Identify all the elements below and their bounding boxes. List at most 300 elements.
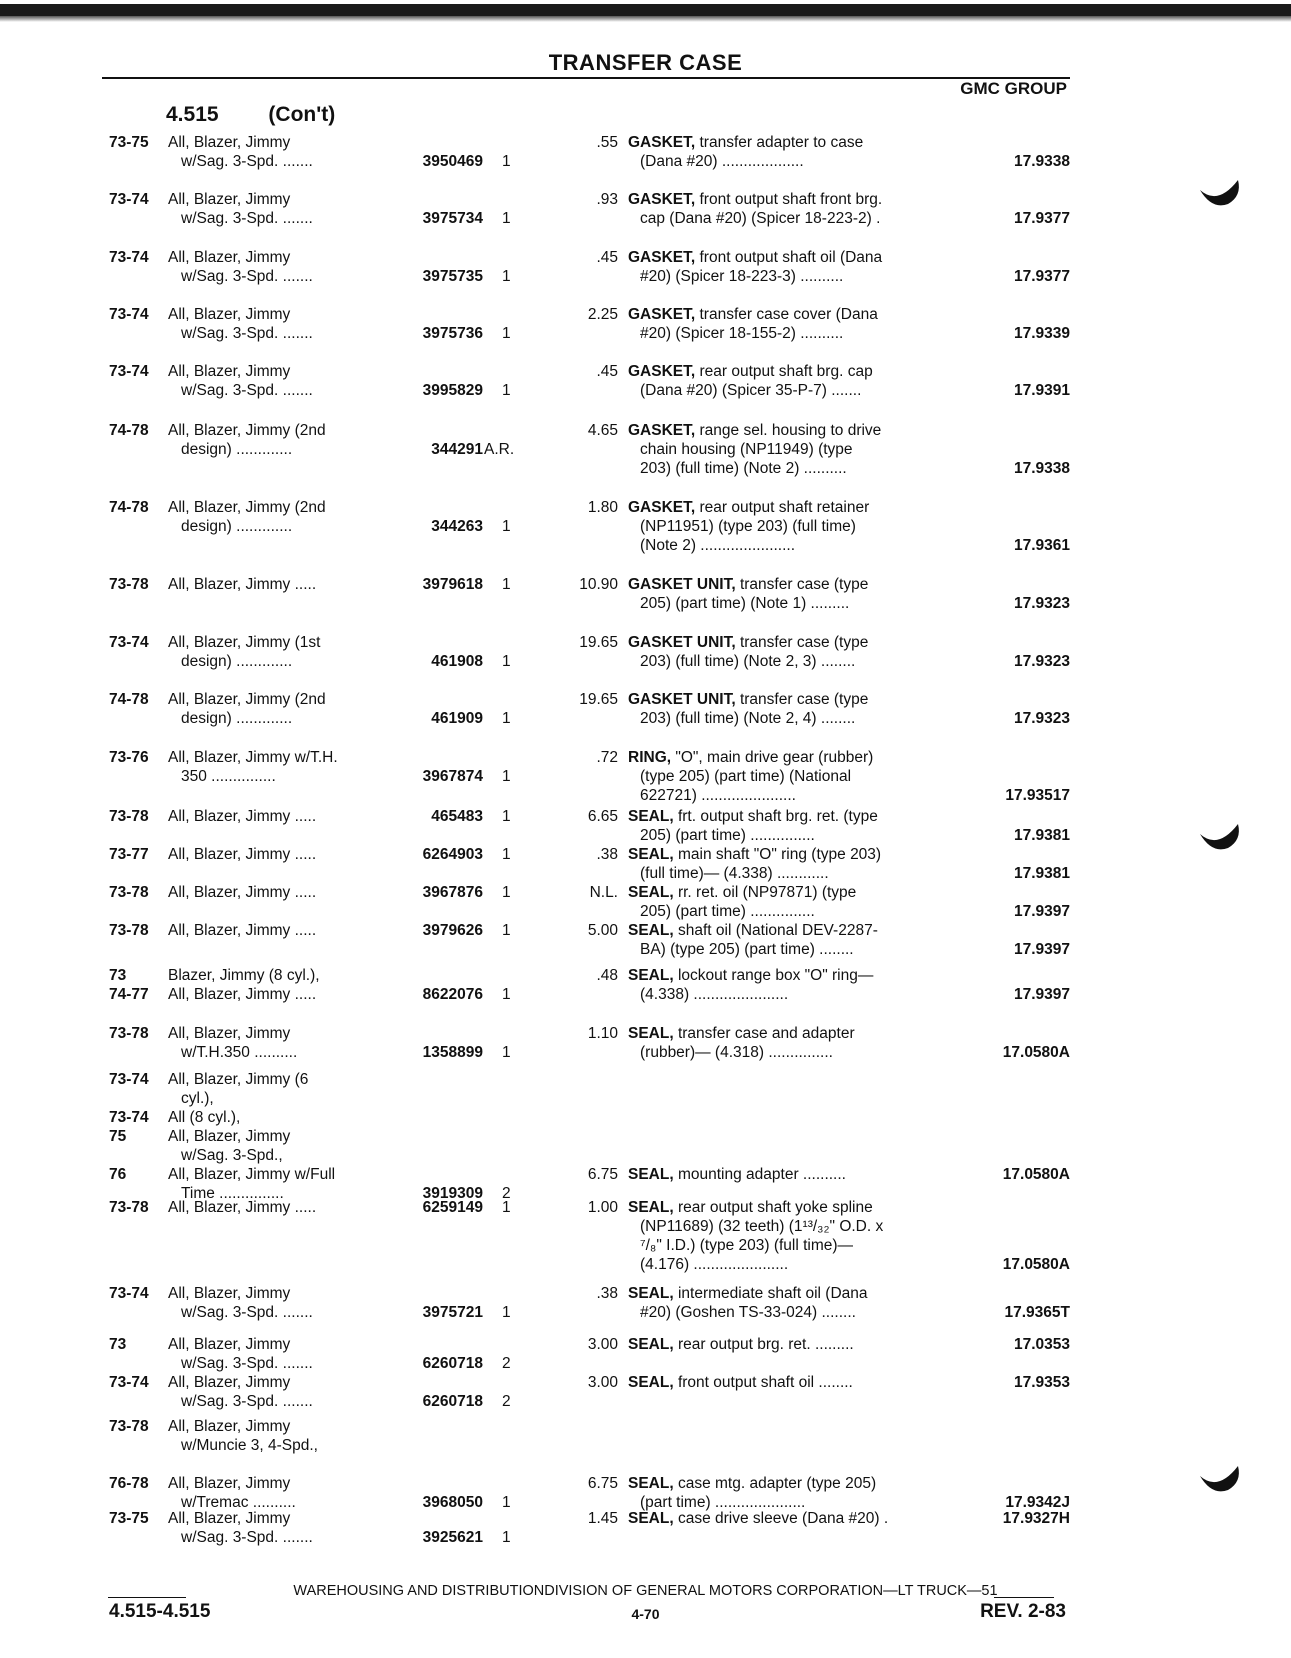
application-line: All, Blazer, Jimmy (2nd <box>168 422 326 439</box>
row-year: 74-78 <box>109 691 149 708</box>
unit-price: .45 <box>596 363 618 380</box>
description-line: front output shaft front brg. <box>699 191 883 208</box>
part-number: 465483 <box>431 808 483 825</box>
description-line: (Dana #20) (Spicer 35-P-7) ....... <box>640 382 862 399</box>
description-line: 205) (part time) (Note 1) ......... <box>640 595 850 612</box>
group-number: 17.9377 <box>1013 210 1070 227</box>
unit-price: .72 <box>596 749 618 766</box>
group-label: GMC GROUP <box>960 79 1067 98</box>
quantity: A.R. <box>484 441 515 458</box>
description-head: SEAL, <box>628 884 674 901</box>
application-line: All, Blazer, Jimmy ..... <box>168 808 317 825</box>
part-number: 3979618 <box>422 576 483 593</box>
part-number: 3975736 <box>422 325 483 342</box>
row-year <box>109 1089 167 1108</box>
row-year: 73 <box>109 967 127 984</box>
row-year: 73-78 <box>109 1199 149 1216</box>
group-number: 17.9361 <box>1013 537 1070 554</box>
group-number: 17.93517 <box>1005 787 1070 804</box>
row-application <box>168 248 383 286</box>
application-line: All, Blazer, Jimmy w/T.H. <box>168 749 338 766</box>
binder-hole-mark-icon <box>1198 1462 1244 1496</box>
part-number: 3967874 <box>422 768 483 785</box>
page-title: TRANSFER CASE <box>548 50 743 75</box>
binder-hole-mark-icon <box>1198 820 1244 854</box>
group-number: 17.0580A <box>1002 1256 1070 1273</box>
row-application <box>168 421 383 459</box>
row-years <box>109 190 167 209</box>
description-line: transfer case (type <box>739 576 869 593</box>
application-line: w/Sag. 3-Spd., <box>181 1147 283 1164</box>
row-application <box>168 1417 383 1512</box>
application-line: w/Sag. 3-Spd. ....... <box>181 268 313 285</box>
row-year: 73-74 <box>109 1109 149 1126</box>
part-description <box>628 748 948 805</box>
row-years <box>109 921 167 940</box>
row-years <box>109 883 167 902</box>
row-year: 73-78 <box>109 576 149 593</box>
part-number: 1358899 <box>422 1044 483 1061</box>
unit-price: 6.75 <box>587 1166 618 1183</box>
row-application <box>168 1024 383 1062</box>
description-line: rear output shaft brg. cap <box>699 363 873 380</box>
application-line: All, Blazer, Jimmy ..... <box>168 1199 317 1216</box>
application-line: All, Blazer, Jimmy w/Full <box>168 1166 336 1183</box>
application-line: All, Blazer, Jimmy ..... <box>168 576 317 593</box>
row-year: 73-74 <box>109 306 149 323</box>
description-line: (Note 2) ...................... <box>640 537 796 554</box>
application-line: Blazer, Jimmy (8 cyl.), <box>168 967 320 984</box>
row-year: 73-74 <box>109 1374 149 1391</box>
application-line: w/Sag. 3-Spd. ....... <box>181 1355 313 1372</box>
application-line: w/Sag. 3-Spd. ....... <box>181 1529 313 1546</box>
application-line: design) ............. <box>181 653 293 670</box>
description-head: GASKET UNIT, <box>628 576 736 593</box>
description-line: front output shaft oil (Dana <box>699 249 883 266</box>
application-line: w/Sag. 3-Spd. ....... <box>181 1304 313 1321</box>
row-year: 73-78 <box>109 1418 149 1435</box>
part-description <box>628 362 948 400</box>
group-number: 17.9365T <box>1004 1304 1070 1321</box>
quantity: 1 <box>502 1304 511 1321</box>
application-line: design) ............. <box>181 518 293 535</box>
description-line: BA) (type 205) (part time) ........ <box>640 941 854 958</box>
group-number: 17.0353 <box>1013 1336 1070 1353</box>
row-years <box>109 305 167 324</box>
application-line: All, Blazer, Jimmy <box>168 306 291 323</box>
application-line: 350 ............... <box>181 768 276 785</box>
row-years <box>109 845 167 864</box>
row-year: 73 <box>109 1336 127 1353</box>
row-year: 73-74 <box>109 1071 149 1088</box>
description-line: lockout range box "O" ring— <box>677 967 874 984</box>
part-description <box>628 248 948 286</box>
quantity: 1 <box>502 1199 511 1216</box>
part-number: 3995829 <box>422 382 483 399</box>
group-number: 17.9338 <box>1013 153 1070 170</box>
description-head: SEAL, <box>628 1285 674 1302</box>
application-line: All, Blazer, Jimmy ..... <box>168 986 317 1003</box>
row-application <box>168 748 383 786</box>
section-suffix: (Con't) <box>268 103 336 126</box>
group-number: 17.9323 <box>1013 653 1070 670</box>
part-description <box>628 1165 948 1184</box>
quantity: 1 <box>502 986 511 1003</box>
part-number: 3975721 <box>422 1304 483 1321</box>
unit-price: 3.00 <box>587 1374 618 1391</box>
description-line: chain housing (NP11949) (type <box>640 441 853 458</box>
application-line: All, Blazer, Jimmy <box>168 1285 291 1302</box>
group-number: 17.9381 <box>1013 865 1070 882</box>
row-year: 73-74 <box>109 249 149 266</box>
row-years <box>109 575 167 594</box>
description-line: #20) (Spicer 18-155-2) .......... <box>640 325 844 342</box>
quantity: 1 <box>502 884 511 901</box>
description-line: transfer adapter to case <box>699 134 864 151</box>
description-line: (NP11689) (32 teeth) (1¹³/₃₂" O.D. x <box>640 1218 884 1235</box>
description-head: SEAL, <box>628 1510 674 1527</box>
row-years <box>109 690 167 709</box>
description-line: (full time)— (4.338) ............ <box>640 865 829 882</box>
unit-price: 4.65 <box>587 422 618 439</box>
description-line: 622721) ...................... <box>640 787 796 804</box>
application-line: w/Muncie 3, 4-Spd., <box>181 1437 318 1454</box>
description-head: SEAL, <box>628 1025 674 1042</box>
description-line: case drive sleeve (Dana #20) . <box>677 1510 889 1527</box>
quantity: 1 <box>502 210 511 227</box>
description-line: shaft oil (National DEV-2287- <box>677 922 878 939</box>
part-description <box>628 498 948 555</box>
row-application <box>168 1284 383 1322</box>
unit-price: 1.80 <box>587 499 618 516</box>
application-line: w/Sag. 3-Spd. ....... <box>181 1393 313 1410</box>
application-line: w/Sag. 3-Spd. ....... <box>181 153 313 170</box>
quantity: 1 <box>502 153 511 170</box>
row-application <box>168 807 383 826</box>
unit-price: 19.65 <box>579 691 618 708</box>
quantity: 1 <box>502 653 511 670</box>
description-head: GASKET, <box>628 422 696 439</box>
row-application <box>168 305 383 343</box>
quantity: 1 <box>502 1529 511 1546</box>
row-year: 73-76 <box>109 749 149 766</box>
quantity: 1 <box>502 1044 511 1061</box>
description-line: transfer case and adapter <box>677 1025 855 1042</box>
row-application <box>168 1198 383 1217</box>
unit-price: 1.10 <box>587 1025 618 1042</box>
row-application <box>168 575 383 594</box>
application-line: All, Blazer, Jimmy ..... <box>168 922 317 939</box>
quantity: 1 <box>502 922 511 939</box>
part-description <box>628 690 948 728</box>
row-years <box>109 498 167 517</box>
row-year: 73-78 <box>109 1025 149 1042</box>
row-application <box>168 362 383 400</box>
group-number: 17.9327H <box>1002 1510 1070 1527</box>
application-line: design) ............. <box>181 710 293 727</box>
row-application <box>168 1070 383 1203</box>
description-line: rr. ret. oil (NP97871) (type <box>677 884 857 901</box>
row-application <box>168 133 383 171</box>
row-application <box>168 1335 383 1373</box>
part-description <box>628 1284 948 1322</box>
group-number: 17.9397 <box>1013 903 1070 920</box>
quantity: 2 <box>502 1393 511 1410</box>
row-years <box>109 421 167 440</box>
row-years <box>109 1198 167 1217</box>
row-application <box>168 883 383 902</box>
part-number: 3979626 <box>422 922 483 939</box>
description-line: (NP11951) (type 203) (full time) <box>640 518 856 535</box>
part-number: 461909 <box>431 710 483 727</box>
description-line: transfer case (type <box>739 691 869 708</box>
unit-price: 1.45 <box>587 1510 618 1527</box>
description-head: GASKET, <box>628 249 696 266</box>
application-line: All, Blazer, Jimmy <box>168 1374 291 1391</box>
unit-price: 3.00 <box>587 1336 618 1353</box>
part-number: 3968050 <box>422 1494 483 1511</box>
row-years <box>109 807 167 826</box>
quantity: 1 <box>502 768 511 785</box>
unit-price: 2.25 <box>587 306 618 323</box>
application-line: All, Blazer, Jimmy <box>168 1475 291 1492</box>
description-head: SEAL, <box>628 1166 674 1183</box>
description-head: GASKET, <box>628 306 696 323</box>
part-description <box>628 966 948 1004</box>
application-line: All, Blazer, Jimmy (2nd <box>168 499 326 516</box>
part-number: 8622076 <box>422 986 483 1003</box>
application-line: All, Blazer, Jimmy <box>168 249 291 266</box>
description-head: SEAL, <box>628 922 674 939</box>
quantity: 2 <box>502 1355 511 1372</box>
part-number: 3919309 <box>422 1185 483 1202</box>
part-description <box>628 1335 948 1354</box>
application-line: All (8 cyl.), <box>168 1109 241 1126</box>
description-line: front output shaft oil ........ <box>677 1374 853 1391</box>
row-application <box>168 845 383 864</box>
footer-revision: REV. 2-83 <box>980 1601 1066 1622</box>
group-number: 17.9339 <box>1013 325 1070 342</box>
unit-price: .55 <box>596 134 618 151</box>
application-line: w/T.H.350 .......... <box>181 1044 298 1061</box>
quantity: 1 <box>502 518 511 535</box>
description-head: SEAL, <box>628 1336 674 1353</box>
row-application <box>168 966 383 1004</box>
description-line: rear output shaft retainer <box>699 499 870 516</box>
row-year: 73-78 <box>109 808 149 825</box>
part-description <box>628 921 948 959</box>
description-head: GASKET, <box>628 499 696 516</box>
description-head: SEAL, <box>628 1475 674 1492</box>
description-line: #20) (Goshen TS-33-024) ........ <box>640 1304 856 1321</box>
description-line: 203) (full time) (Note 2, 4) ........ <box>640 710 856 727</box>
row-year: 73-74 <box>109 191 149 208</box>
description-line: 203) (full time) (Note 2, 3) ........ <box>640 653 856 670</box>
description-head: GASKET, <box>628 191 696 208</box>
row-application <box>168 633 383 671</box>
part-description <box>628 633 948 671</box>
description-head: SEAL, <box>628 1374 674 1391</box>
description-line: intermediate shaft oil (Dana <box>677 1285 868 1302</box>
description-line: ⁷/₈" I.D.) (type 203) (full time)— <box>640 1237 854 1254</box>
part-number: 3967876 <box>422 884 483 901</box>
description-line: frt. output shaft brg. ret. (type <box>677 808 878 825</box>
row-years <box>109 1284 167 1303</box>
part-description <box>628 807 948 845</box>
application-line: All, Blazer, Jimmy (1st <box>168 634 321 651</box>
part-number: 344291 <box>431 441 483 458</box>
description-head: GASKET UNIT, <box>628 634 736 651</box>
binder-hole-mark-icon <box>1198 176 1244 210</box>
quantity: 1 <box>502 1494 511 1511</box>
application-line: All, Blazer, Jimmy ..... <box>168 846 317 863</box>
application-line: w/Sag. 3-Spd. ....... <box>181 382 313 399</box>
application-line: design) ............. <box>181 441 293 458</box>
description-line: "O", main drive gear (rubber) <box>675 749 874 766</box>
unit-price: .93 <box>596 191 618 208</box>
quantity: 1 <box>502 576 511 593</box>
row-year <box>109 1455 167 1474</box>
group-number: 17.9381 <box>1013 827 1070 844</box>
description-line: 205) (part time) ............... <box>640 827 815 844</box>
row-year: 73-78 <box>109 884 149 901</box>
unit-price: 19.65 <box>579 634 618 651</box>
row-year: 74-78 <box>109 499 149 516</box>
row-year: 73-77 <box>109 846 149 863</box>
row-year: 75 <box>109 1128 127 1145</box>
row-year: 76 <box>109 1166 127 1183</box>
quantity: 1 <box>502 325 511 342</box>
application-line: All, Blazer, Jimmy <box>168 1336 291 1353</box>
part-description <box>628 190 948 228</box>
application-line: All, Blazer, Jimmy <box>168 1025 291 1042</box>
row-year: 73-74 <box>109 363 149 380</box>
group-number: 17.0580A <box>1002 1044 1070 1061</box>
row-year: 74-77 <box>109 986 149 1003</box>
description-head: GASKET, <box>628 134 696 151</box>
row-years <box>109 133 167 152</box>
unit-price: 6.65 <box>587 808 618 825</box>
description-head: SEAL, <box>628 1199 674 1216</box>
part-number: 3925621 <box>422 1529 483 1546</box>
part-description <box>628 133 948 171</box>
part-number: 3975735 <box>422 268 483 285</box>
application-line: w/Sag. 3-Spd. ....... <box>181 325 313 342</box>
quantity: 1 <box>502 382 511 399</box>
row-year: 73-75 <box>109 134 149 151</box>
description-line: (4.176) ...................... <box>640 1256 789 1273</box>
section-number: 4.515 <box>166 103 219 126</box>
description-line: transfer case (type <box>739 634 869 651</box>
row-year <box>109 1146 167 1165</box>
group-number: 17.9323 <box>1013 710 1070 727</box>
part-number: 344263 <box>431 518 483 535</box>
row-years <box>109 1373 167 1392</box>
unit-price: 5.00 <box>587 922 618 939</box>
unit-price: 1.00 <box>587 1199 618 1216</box>
description-head: SEAL, <box>628 846 674 863</box>
group-number: 17.9391 <box>1013 382 1070 399</box>
application-line: Time ............... <box>181 1185 284 1202</box>
description-line: mounting adapter .......... <box>677 1166 846 1183</box>
group-number: 17.9338 <box>1013 460 1070 477</box>
description-line: 203) (full time) (Note 2) .......... <box>640 460 847 477</box>
application-line <box>168 1455 383 1474</box>
unit-price: .45 <box>596 249 618 266</box>
part-description <box>628 305 948 343</box>
footer-section-code: 4.515-4.515 <box>109 1601 211 1622</box>
group-number: 17.9342J <box>1005 1494 1070 1511</box>
part-number: 3975734 <box>422 210 483 227</box>
quantity: 2 <box>502 1185 511 1202</box>
application-line: All, Blazer, Jimmy <box>168 1418 291 1435</box>
description-line: transfer case cover (Dana <box>699 306 878 323</box>
row-years <box>109 1417 167 1512</box>
description-line: 205) (part time) ............... <box>640 903 815 920</box>
part-description <box>628 575 948 613</box>
description-line: case mtg. adapter (type 205) <box>677 1475 877 1492</box>
application-line: cyl.), <box>181 1090 214 1107</box>
row-years <box>109 362 167 381</box>
part-number: 6259149 <box>422 1199 483 1216</box>
group-number: 17.9397 <box>1013 986 1070 1003</box>
row-year <box>109 1436 167 1455</box>
group-number: 17.9397 <box>1013 941 1070 958</box>
description-line: rear output brg. ret. ......... <box>677 1336 854 1353</box>
row-years <box>109 1070 167 1203</box>
unit-price: .38 <box>596 1285 618 1302</box>
row-year: 76-78 <box>109 1475 149 1492</box>
row-year: 74-78 <box>109 422 149 439</box>
description-line: (type 205) (part time) (National <box>640 768 852 785</box>
footer-page-number: 4-70 <box>631 1606 660 1622</box>
row-years <box>109 633 167 652</box>
row-years <box>109 248 167 267</box>
part-number: 6260718 <box>422 1355 483 1372</box>
quantity: 1 <box>502 268 511 285</box>
row-year: 73-75 <box>109 1510 149 1527</box>
part-number: 461908 <box>431 653 483 670</box>
application-line: All, Blazer, Jimmy <box>168 1128 291 1145</box>
application-line: All, Blazer, Jimmy <box>168 191 291 208</box>
row-application <box>168 498 383 536</box>
quantity: 1 <box>502 846 511 863</box>
application-line: w/Sag. 3-Spd. ....... <box>181 210 313 227</box>
application-line: w/Tremac .......... <box>181 1494 296 1511</box>
row-application <box>168 1509 383 1547</box>
application-line: All, Blazer, Jimmy (6 <box>168 1071 309 1088</box>
row-application <box>168 1373 383 1411</box>
part-description <box>628 883 948 921</box>
unit-price: .48 <box>596 967 618 984</box>
group-number: 17.9377 <box>1013 268 1070 285</box>
application-line: All, Blazer, Jimmy <box>168 1510 291 1527</box>
row-years <box>109 1024 167 1043</box>
part-description <box>628 1373 948 1392</box>
unit-price: .38 <box>596 846 618 863</box>
description-line: (Dana #20) ................... <box>640 153 804 170</box>
description-head: SEAL, <box>628 808 674 825</box>
description-line: rear output shaft yoke spline <box>677 1199 873 1216</box>
unit-price: 6.75 <box>587 1475 618 1492</box>
part-description <box>628 421 948 478</box>
group-number: 17.9323 <box>1013 595 1070 612</box>
part-number: 6264903 <box>422 846 483 863</box>
part-number: 6260718 <box>422 1393 483 1410</box>
row-years <box>109 1335 167 1354</box>
description-head: GASKET, <box>628 363 696 380</box>
row-years <box>109 966 167 1004</box>
